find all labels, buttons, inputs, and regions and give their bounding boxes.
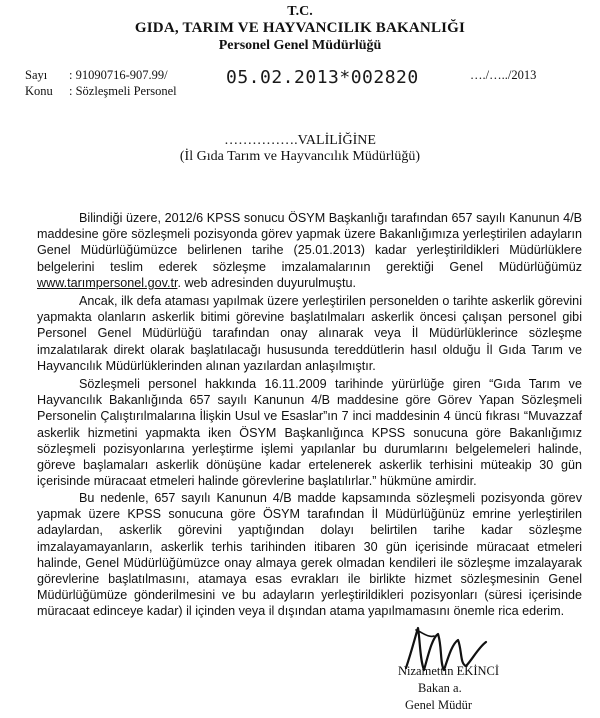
sayi-label: Sayı (25, 68, 48, 82)
sayi-value: : 91090716-907.99/ (69, 68, 168, 82)
paragraph-4: Bu nedenle, 657 sayılı Kanunun 4/B madde kapsamında sözleşmeli pozisyonda görev yapmak üzere KPSS sonucuna göre ÖSYM tarafından İl Müdürlüğünüz emrine yerleştirilen adaylardan, askerlik görevini yaptığından dolayı belirtilen tarihe kadar sözleşme imzalayamayanların, askerlik terhis tarihinden itibaren 30 gün içerisinde müracaat etmeleri halinde, Genel Müdürlüğümüzce onay almaya gerek olmadan kendileri ile sözleşme imzalayarak görevlerine başlatılmasını, atamaya esas evrakları ile birlikte hizmet sözleşmesinin Genel Müdürlüğümüze gönderilmesini ve bu adayların yerleştirildikleri pozisyonları (süresi içerisinde müracaat edinceye kadar) il içinden veya il dışından atama yapılmamasını önemle rica ederim. (37, 491, 582, 619)
signatory-name: Nizamettin EKİNCİ (398, 664, 500, 678)
paragraph-1-text-a: Bilindiği üzere, 2012/6 KPSS sonucu ÖSYM Başkanlığı tarafından 657 sayılı Kanunun 4/B maddesine göre sözleşmeli pozisyonda görev yapmak üzere Bakanlığımıza yerleştirilen adayların Genel Müdürlüğümüzce belirlenen tarihe (25.01.2013) kadar yerleştirildikleri Müdürlüklere belgelerini teslim ederek sözleşme imzalamalarının gerektiği Genel Müdürlüğümüz (37, 211, 582, 274)
ministry-title: GIDA, TARIM VE HAYVANCILIK BAKANLIĞI (134, 20, 466, 36)
website-link[interactable]: www.tarımpersonel.gov.tr (37, 275, 178, 290)
paragraph-1-text-b: . web adresinden duyurulmuştu. (177, 275, 356, 290)
konu-value: : Sözleşmeli Personel (69, 84, 177, 98)
paragraph-1 (37, 210, 582, 291)
signatory-title-2: Genel Müdür (405, 698, 472, 712)
date-blank: …./…../2013 (470, 68, 537, 82)
registry-stamp: 05.02.2013*002820 (226, 67, 419, 88)
addressee-line2: (İl Gıda Tarım ve Hayvancılık Müdürlüğü) (179, 149, 421, 164)
konu-row (25, 84, 177, 99)
konu-label: Konu (25, 84, 53, 98)
addressee-line1: …………….VALİLİĞİNE (224, 133, 376, 148)
paragraph-2: Ancak, ilk defa ataması yapılmak üzere yerleştirilen personelden o tarihte askerlik görevini yapmakta olanların askerlik bitimi görevine başlatılmaları askerlik öncesi çalışan personel gibi Personel Genel Müdürlüğü tarafından onay alınarak veya İl Müdürlüklerince sözleşme imzalatılarak direkt olarak başlatılacağı hususunda tereddütlerin hasıl olduğu İl Gıda Tarım ve Hayvancılık Müdürlüklerinden alınan yazılardan anlaşılmıştır. (37, 294, 582, 373)
header-tc: T.C. (287, 4, 313, 19)
directorate-title: Personel Genel Müdürlüğü (218, 38, 382, 53)
paragraph-3: Sözleşmeli personel hakkında 16.11.2009 tarihinde yürürlüğe giren “Gıda Tarım ve Hayvancılık Bakanlığında 657 sayılı Kanunun 4/B maddesine göre Görev Yapan Sözleşmeli Personelin Çalıştırılmalarına İlişkin Usul ve Esaslar”ın 7 inci maddesinin 4 üncü fıkrası “Muvazzaf askerlik hizmetini yapmakta iken ÖSYM Başkanlığınca KPSS sonucuna göre Bakanlığımız sözleşmeli pozisyonlarına yerleştirme işlemi yapılanlar bu durumlarını belgelemeleri halinde, göreve başlamaları askerlik dönüşüne kadar ertelenerek askerlik terhisini müteakip 30 gün içerisinde müracaat etmeleri halinde görevlerine başlatılırlar.” hükmüne amirdir. (37, 377, 582, 489)
sayi-row (25, 68, 168, 83)
signatory-title-1: Bakan a. (418, 681, 462, 695)
